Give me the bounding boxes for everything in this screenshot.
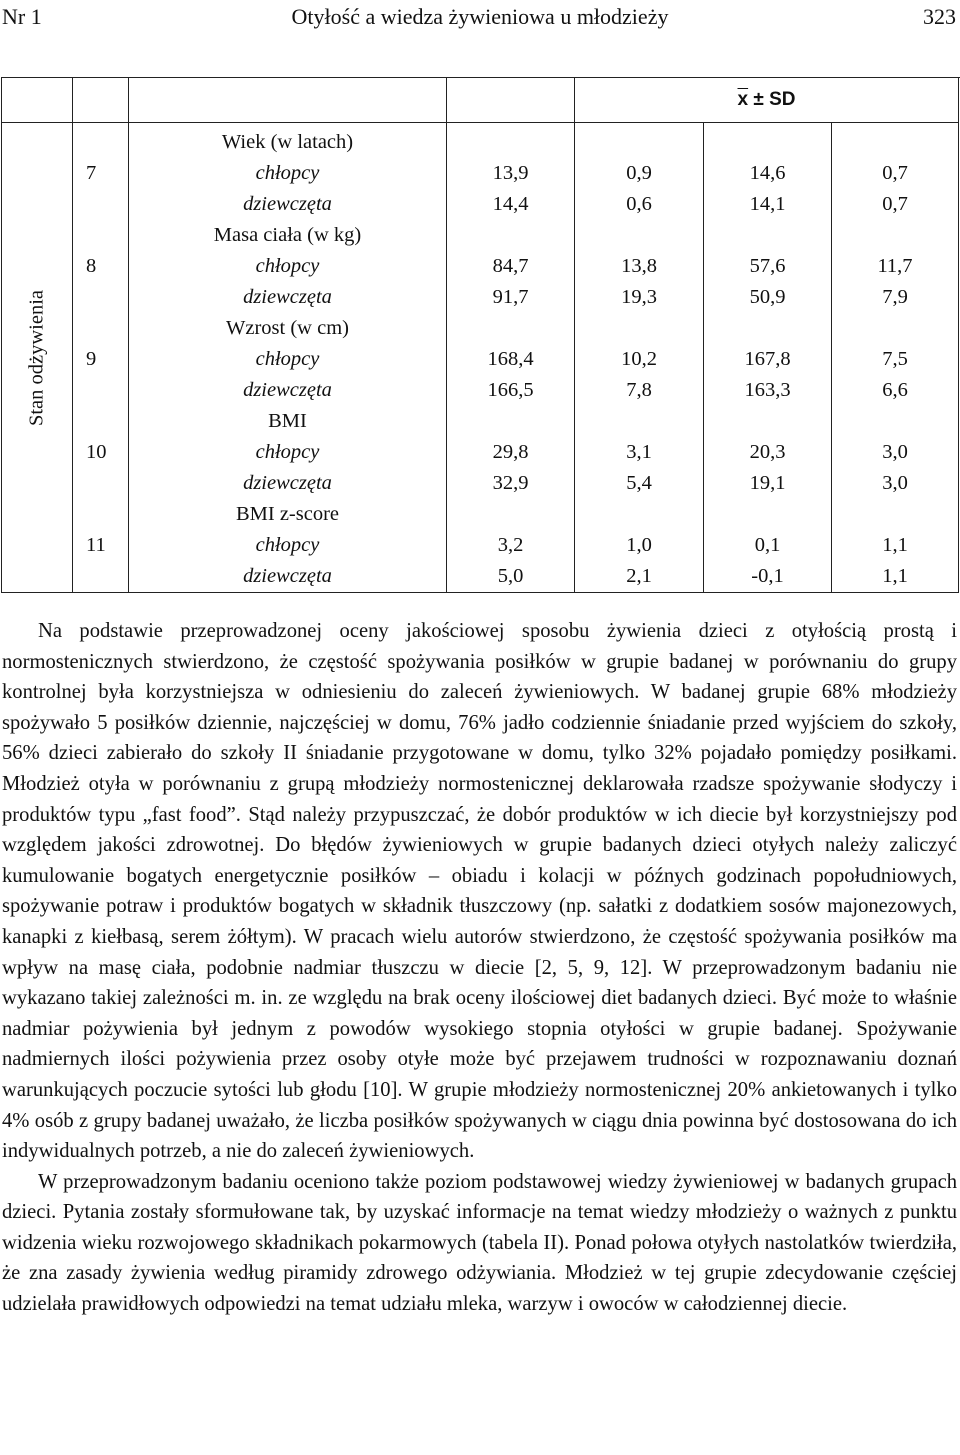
table-cell: 3,0: [882, 441, 908, 463]
table-cell: 14,1: [749, 193, 786, 215]
table-cell: 91,7: [492, 286, 529, 308]
variable-label: BMI z-score: [235, 503, 340, 525]
table-cell: 163,3: [744, 379, 791, 401]
variable-column: [129, 123, 447, 593]
table-cell: 1,1: [882, 534, 908, 556]
table-cell: 29,8: [492, 441, 529, 463]
table-cell: 0,7: [882, 193, 908, 215]
table-header-row: [2, 78, 959, 123]
value-column-3: [704, 123, 832, 593]
variable-label: Wzrost (w cm): [226, 317, 349, 339]
table-cell: 7,9: [882, 286, 908, 308]
table-cell: 7,8: [626, 379, 652, 401]
nutrition-status-table: [1, 77, 959, 593]
row-number: 9: [86, 348, 97, 370]
table-cell: 14,6: [749, 162, 786, 184]
mean-symbol: $\overline{x}$: [737, 89, 749, 110]
section-label: Stan odżywienia: [25, 289, 48, 426]
row-number-column: [73, 123, 129, 593]
table-cell: 19,3: [621, 286, 657, 308]
table-cell: 5,0: [497, 565, 524, 587]
table-cell: 11,7: [877, 255, 913, 277]
table-cell: 32,9: [492, 472, 529, 494]
table-cell: 1,1: [882, 565, 908, 587]
section-label-cell: [2, 123, 73, 593]
variable-label: BMI: [268, 410, 307, 432]
table-cell: 0,1: [754, 534, 781, 556]
boys-label: chłopcy: [255, 348, 320, 370]
table-cell: 167,8: [744, 348, 791, 370]
table-cell: 13,9: [492, 162, 529, 184]
boys-label: chłopcy: [255, 441, 320, 463]
running-title: Otyłość a wiedza żywieniowa u młodzieży: [291, 4, 669, 29]
value-column-4: [832, 123, 959, 593]
row-number: 8: [86, 255, 97, 277]
value-column-2: [575, 123, 704, 593]
table-cell: 14,4: [492, 193, 529, 215]
girls-label: dziewczęta: [243, 379, 332, 401]
article-body: [2, 616, 957, 1320]
table-cell: 13,8: [621, 255, 657, 277]
girls-label: dziewczęta: [243, 286, 332, 308]
table-cell: 166,5: [487, 379, 534, 401]
row-number: 10: [86, 441, 107, 463]
table-cell: 0,7: [882, 162, 908, 184]
girls-label: dziewczęta: [243, 565, 332, 587]
boys-label: chłopcy: [255, 534, 320, 556]
row-number: 11: [86, 534, 106, 556]
girls-label: dziewczęta: [243, 193, 332, 215]
table-cell: 10,2: [621, 348, 657, 370]
table-cell: 84,7: [492, 255, 529, 277]
variable-label: Wiek (w latach): [221, 131, 354, 153]
table-cell: 3,0: [882, 472, 908, 494]
table-cell: 6,6: [882, 379, 908, 401]
sd-label: ± SD: [753, 89, 796, 110]
table-cell: 5,4: [626, 472, 652, 494]
table-cell: 1,0: [626, 534, 652, 556]
boys-label: chłopcy: [255, 255, 320, 277]
page-number: 323: [923, 4, 956, 29]
table-cell: 50,9: [749, 286, 786, 308]
value-column-1: [447, 123, 575, 593]
table-cell: 168,4: [487, 348, 534, 370]
table-cell: 3,1: [626, 441, 652, 463]
page-header: [0, 0, 960, 36]
table-cell: 19,1: [749, 472, 786, 494]
table-cell: 7,5: [882, 348, 908, 370]
table-body-row: [2, 123, 959, 593]
table-cell: 57,6: [749, 255, 786, 277]
issue-number: Nr 1: [2, 4, 42, 29]
table-cell: 20,3: [749, 441, 786, 463]
boys-label: chłopcy: [255, 162, 320, 184]
table-cell: 0,6: [626, 193, 652, 215]
girls-label: dziewczęta: [243, 472, 332, 494]
paragraph: W przeprowadzonym badaniu oceniono także poziom podstawowej wiedzy żywieniowej w badanych grupach dzieci. Pytania zostały sformułowane tak, by uzyskać informacje na temat wiedzy młodzieży o ważnych z punktu widzenia wieku rozwojowego składnikach pokarmowych (tabela II). Ponad połowa otyłych nastolatków twierdziła, że zna zasady żywienia według piramidy zdrowego odżywiania. Młodzież w tej grupie zdecydowanie częściej udzielała prawidłowych odpowiedzi na temat udziału mleka, warzyw i owoców w całodziennej diecie.: [2, 1170, 957, 1316]
variable-label: Masa ciała (w kg): [213, 224, 362, 246]
mean-sd-header: [575, 78, 959, 123]
table-cell: 2,1: [626, 565, 652, 587]
row-number: 7: [86, 162, 97, 184]
table-cell: 0,9: [626, 162, 652, 184]
table-cell: 3,2: [497, 534, 524, 556]
table-cell: -0,1: [751, 565, 784, 587]
paragraph: Na podstawie przeprowadzonej oceny jakościowej sposobu żywienia dzieci z otyłością prostą i normostenicznych stwierdzono, że częstość spożywania posiłków w grupie badanej w porównaniu do grupy kontrolnej była korzystniejsza w odniesieniu do zaleceń żywieniowych. W badanej grupie 68% młodzieży spożywało 5 posiłków dziennie, najczęściej w domu, 76% jadło codziennie śniadanie przed wyjściem do szkoły, 56% dzieci zabierało do szkoły II śniadanie przygotowane w domu, tylko 32% pojadało pomiędzy posiłkami. Młodzież otyła w porównaniu z grupą młodzieży normostenicznej deklarowała rzadsze spożywanie słodyczy i produktów typu „fast food”. Stąd należy przypuszczać, że dobór produktów w ich diecie był korzystniejszy pod względem jakości zdrowotnej. Do błędów żywieniowych w grupie badanych dzieci otyłych należy zaliczyć kumulowanie bogatych energetycznie posiłków – obiadu i kolacji w późnych godzinach popołudniowych, spożywanie potraw i produktów bogatych w składnik tłuszczowy (np. sałatki z dodatkiem sosów majonezowych, kanapki z kiełbasą, serem żółtym). W pracach wielu autorów stwierdzono, że częstość spożywania posiłków ma wpływ na masę ciała, podobnie nadmiar tłuszczu w diecie [2, 5, 9, 12]. W przeprowadzonym badaniu nie wykazano takiej zależności m. in. ze względu na brak oceny ilościowej diet badanych dzieci. Być może to właśnie nadmiar pożywienia był jednym z powodów wysokiego stopnia otyłości w grupie badanej. Spożywanie nadmiernych ilości pożywienia przez osoby otyłe może być przejawem trudności w rozpoznawaniu doznań warunkujących poczucie sytości lub głodu [10]. W grupie młodzieży normostenicznej 20% ankietowanych i tylko 4% osób z grupy badanej uważało, że liczba posiłków spożywanych w ciągu dnia powinna być dostosowana do ich indywidualnych potrzeb, a nie do zaleceń żywieniowych.: [2, 620, 957, 1163]
